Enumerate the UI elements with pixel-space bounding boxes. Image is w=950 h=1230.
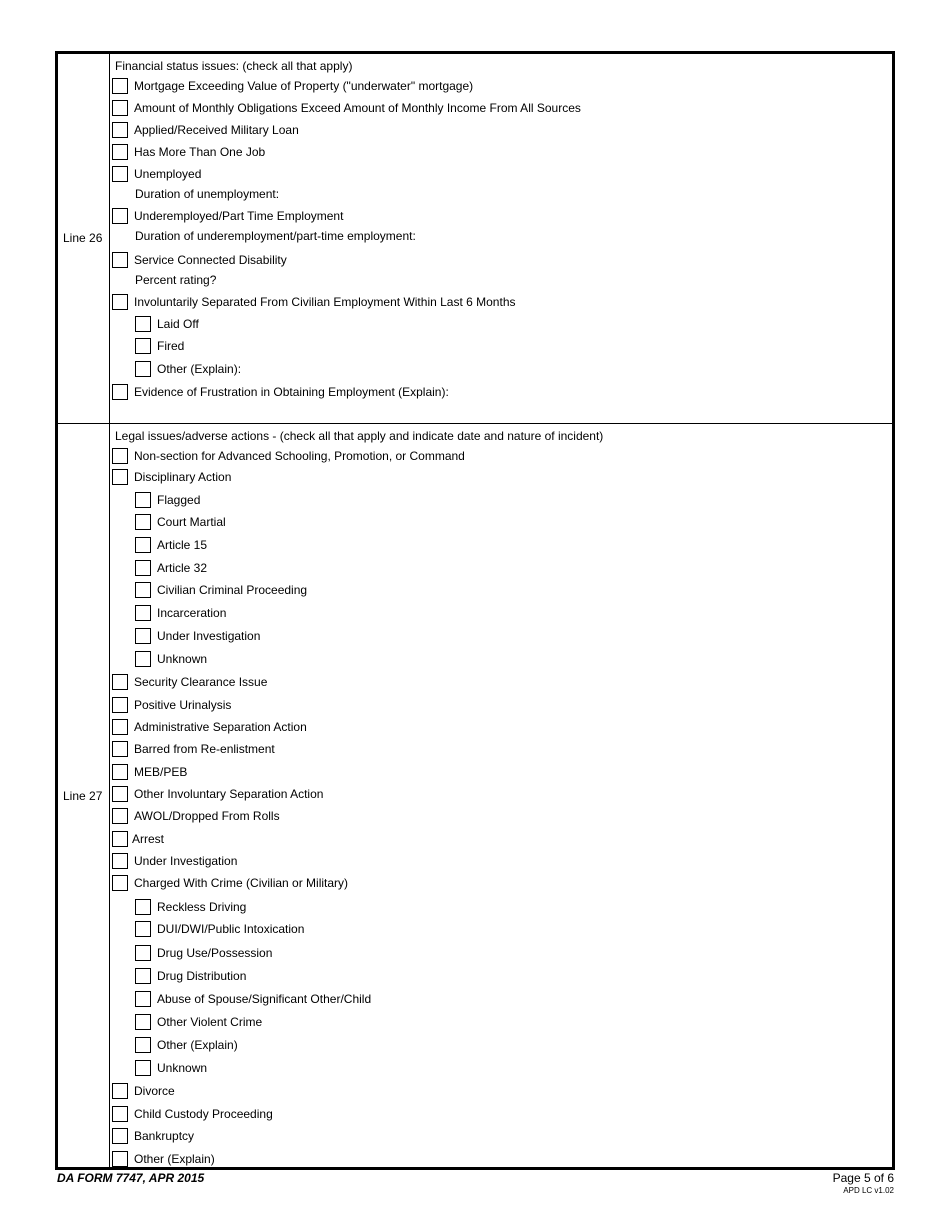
- checkbox-divorce[interactable]: [112, 1083, 128, 1099]
- checkbox-dui[interactable]: [135, 921, 151, 937]
- option-involuntarily-separated-label: Involuntarily Separated From Civilian Employment Within Last 6 Months: [134, 295, 516, 309]
- checkbox-article-32[interactable]: [135, 560, 151, 576]
- option-other-explain-26-label: Other (Explain):: [157, 362, 242, 376]
- option-under-investigation-label: Under Investigation: [134, 854, 238, 868]
- option-disciplinary: [112, 468, 231, 486]
- checkbox-other-explain-27[interactable]: [112, 1151, 128, 1167]
- checkbox-admin-separation[interactable]: [112, 719, 128, 735]
- option-unemployed: [112, 165, 201, 183]
- checkbox-under-investigation[interactable]: [112, 853, 128, 869]
- option-security-clearance-label: Security Clearance Issue: [134, 675, 268, 689]
- option-other-violent: [135, 1013, 262, 1031]
- option-disciplinary-label: Disciplinary Action: [134, 470, 232, 484]
- option-other-explain-27: [112, 1150, 215, 1168]
- option-other-explain-sub-label: Other (Explain): [157, 1038, 238, 1052]
- page-number: Page 5 of 6: [832, 1171, 894, 1185]
- checkbox-military-loan[interactable]: [112, 122, 128, 138]
- form-name: DA FORM 7747, APR 2015: [57, 1171, 205, 1185]
- checkbox-laid-off[interactable]: [135, 316, 151, 332]
- option-other-violent-label: Other Violent Crime: [157, 1015, 263, 1029]
- option-article-15-label: Article 15: [157, 538, 208, 552]
- line-26-label: Line 26: [63, 231, 103, 245]
- checkbox-other-violent[interactable]: [135, 1014, 151, 1030]
- checkbox-unknown-sub2[interactable]: [135, 1060, 151, 1076]
- checkbox-under-investigation-sub[interactable]: [135, 628, 151, 644]
- option-charged-label: Charged With Crime (Civilian or Military): [134, 876, 349, 890]
- option-underemployed-label: Underemployed/Part Time Employment: [134, 209, 344, 223]
- percent-rating-prompt: Percent rating?: [135, 273, 217, 287]
- option-abuse: [135, 990, 371, 1008]
- option-non-section-label: Non-section for Advanced Schooling, Promotion, or Command: [134, 449, 465, 463]
- option-civilian-criminal-label: Civilian Criminal Proceeding: [157, 583, 308, 597]
- option-drug-distribution: [135, 967, 246, 985]
- option-reckless-label: Reckless Driving: [157, 900, 247, 914]
- checkbox-charged[interactable]: [112, 875, 128, 891]
- checkbox-mortgage[interactable]: [112, 78, 128, 94]
- checkbox-barred[interactable]: [112, 741, 128, 757]
- option-arrest-label: Arrest: [132, 832, 165, 846]
- option-barred-label: Barred from Re-enlistment: [134, 742, 275, 756]
- option-admin-separation: [112, 718, 307, 736]
- line-27-content: [110, 424, 892, 1167]
- checkbox-reckless[interactable]: [135, 899, 151, 915]
- option-mortgage-label: Mortgage Exceeding Value of Property ("underwater" mortgage): [134, 79, 474, 93]
- option-abuse-label: Abuse of Spouse/Significant Other/Child: [157, 992, 372, 1006]
- checkbox-court-martial[interactable]: [135, 514, 151, 530]
- option-dui-label: DUI/DWI/Public Intoxication: [157, 922, 305, 936]
- option-arrest: [112, 830, 164, 848]
- checkbox-awol[interactable]: [112, 808, 128, 824]
- option-drug-distribution-label: Drug Distribution: [157, 969, 247, 983]
- checkbox-service-disability[interactable]: [112, 252, 128, 268]
- checkbox-security-clearance[interactable]: [112, 674, 128, 690]
- option-under-investigation-sub: [135, 627, 260, 645]
- option-service-disability-label: Service Connected Disability: [134, 253, 287, 267]
- checkbox-underemployed[interactable]: [112, 208, 128, 224]
- checkbox-flagged[interactable]: [135, 492, 151, 508]
- checkbox-civilian-criminal[interactable]: [135, 582, 151, 598]
- line-26-section: [58, 54, 892, 424]
- option-flagged-label: Flagged: [157, 493, 201, 507]
- line-26-content: [110, 54, 892, 423]
- option-child-custody: [112, 1105, 273, 1123]
- checkbox-obligations[interactable]: [112, 100, 128, 116]
- line-26-header: Financial status issues: (check all that apply): [115, 59, 353, 73]
- option-dui: [135, 920, 304, 938]
- option-bankruptcy: [112, 1127, 194, 1145]
- option-article-32: [135, 559, 207, 577]
- line-26-label-cell: [58, 54, 110, 423]
- option-court-martial: [135, 513, 226, 531]
- option-other-explain-sub: [135, 1036, 238, 1054]
- checkbox-article-15[interactable]: [135, 537, 151, 553]
- option-unknown-sub1-label: Unknown: [157, 652, 208, 666]
- checkbox-more-than-one-job[interactable]: [112, 144, 128, 160]
- checkbox-disciplinary[interactable]: [112, 469, 128, 485]
- option-security-clearance: [112, 673, 267, 691]
- checkbox-positive-urinalysis[interactable]: [112, 697, 128, 713]
- unemployment-duration-prompt: Duration of unemployment:: [135, 187, 280, 201]
- option-article-15: [135, 536, 207, 554]
- option-flagged: [135, 491, 200, 509]
- option-under-investigation-sub-label: Under Investigation: [157, 629, 261, 643]
- checkbox-drug-distribution[interactable]: [135, 968, 151, 984]
- option-bankruptcy-label: Bankruptcy: [134, 1129, 195, 1143]
- option-laid-off-label: Laid Off: [157, 317, 199, 331]
- line-27-label-cell: [58, 424, 110, 1167]
- option-meb-peb-label: MEB/PEB: [134, 765, 188, 779]
- checkbox-other-explain-sub[interactable]: [135, 1037, 151, 1053]
- form-frame: [55, 51, 895, 1170]
- option-reckless: [135, 898, 246, 916]
- checkbox-unemployed[interactable]: [112, 166, 128, 182]
- option-divorce: [112, 1082, 175, 1100]
- option-more-than-one-job: [112, 143, 265, 161]
- checkbox-non-section[interactable]: [112, 448, 128, 464]
- checkbox-meb-peb[interactable]: [112, 764, 128, 780]
- option-non-section: [112, 447, 465, 465]
- option-service-disability: [112, 251, 287, 269]
- option-divorce-label: Divorce: [134, 1084, 175, 1098]
- checkbox-incarceration[interactable]: [135, 605, 151, 621]
- option-awol: [112, 807, 280, 825]
- option-article-32-label: Article 32: [157, 561, 208, 575]
- option-military-loan: [112, 121, 299, 139]
- option-court-martial-label: Court Martial: [157, 515, 226, 529]
- option-unemployed-label: Unemployed: [134, 167, 202, 181]
- option-admin-separation-label: Administrative Separation Action: [134, 720, 307, 734]
- option-unknown-sub2-label: Unknown: [157, 1061, 208, 1075]
- option-other-involuntary: [112, 785, 323, 803]
- option-frustration-label: Evidence of Frustration in Obtaining Employment (Explain):: [134, 385, 449, 399]
- option-military-loan-label: Applied/Received Military Loan: [134, 123, 299, 137]
- option-fired: [135, 337, 184, 355]
- option-barred: [112, 740, 275, 758]
- underemployment-duration-prompt: Duration of underemployment/part-time employment:: [135, 229, 416, 243]
- checkbox-unknown-sub1[interactable]: [135, 651, 151, 667]
- option-civilian-criminal: [135, 581, 307, 599]
- option-drug-use-label: Drug Use/Possession: [157, 946, 273, 960]
- checkbox-bankruptcy[interactable]: [112, 1128, 128, 1144]
- option-other-involuntary-label: Other Involuntary Separation Action: [134, 787, 324, 801]
- line-27-header: Legal issues/adverse actions - (check all that apply and indicate date and nature of incident): [115, 429, 604, 443]
- checkbox-involuntarily-separated[interactable]: [112, 294, 128, 310]
- form-version: APD LC v1.02: [843, 1186, 894, 1195]
- option-frustration: [112, 383, 449, 401]
- option-awol-label: AWOL/Dropped From Rolls: [134, 809, 280, 823]
- checkbox-drug-use[interactable]: [135, 945, 151, 961]
- line-27-section: [58, 424, 892, 1167]
- option-laid-off: [135, 315, 199, 333]
- option-child-custody-label: Child Custody Proceeding: [134, 1107, 273, 1121]
- checkbox-other-explain-26[interactable]: [135, 361, 151, 377]
- option-more-than-one-job-label: Has More Than One Job: [134, 145, 266, 159]
- option-mortgage: [112, 77, 473, 95]
- option-underemployed: [112, 207, 343, 225]
- line-27-label: Line 27: [63, 789, 103, 803]
- option-positive-urinalysis: [112, 696, 231, 714]
- option-obligations: [112, 99, 581, 117]
- option-incarceration-label: Incarceration: [157, 606, 227, 620]
- checkbox-abuse[interactable]: [135, 991, 151, 1007]
- option-unknown-sub2: [135, 1059, 207, 1077]
- option-unknown-sub1: [135, 650, 207, 668]
- option-obligations-label: Amount of Monthly Obligations Exceed Amount of Monthly Income From All Sources: [134, 101, 581, 115]
- checkbox-arrest[interactable]: [112, 831, 128, 847]
- option-drug-use: [135, 944, 272, 962]
- option-involuntarily-separated: [112, 293, 516, 311]
- checkbox-fired[interactable]: [135, 338, 151, 354]
- checkbox-child-custody[interactable]: [112, 1106, 128, 1122]
- option-under-investigation: [112, 852, 237, 870]
- checkbox-frustration[interactable]: [112, 384, 128, 400]
- option-other-explain-26: [135, 360, 241, 378]
- option-incarceration: [135, 604, 226, 622]
- option-positive-urinalysis-label: Positive Urinalysis: [134, 698, 232, 712]
- option-other-explain-27-label: Other (Explain): [134, 1152, 215, 1166]
- checkbox-other-involuntary[interactable]: [112, 786, 128, 802]
- option-meb-peb: [112, 763, 187, 781]
- option-charged: [112, 874, 348, 892]
- option-fired-label: Fired: [157, 339, 185, 353]
